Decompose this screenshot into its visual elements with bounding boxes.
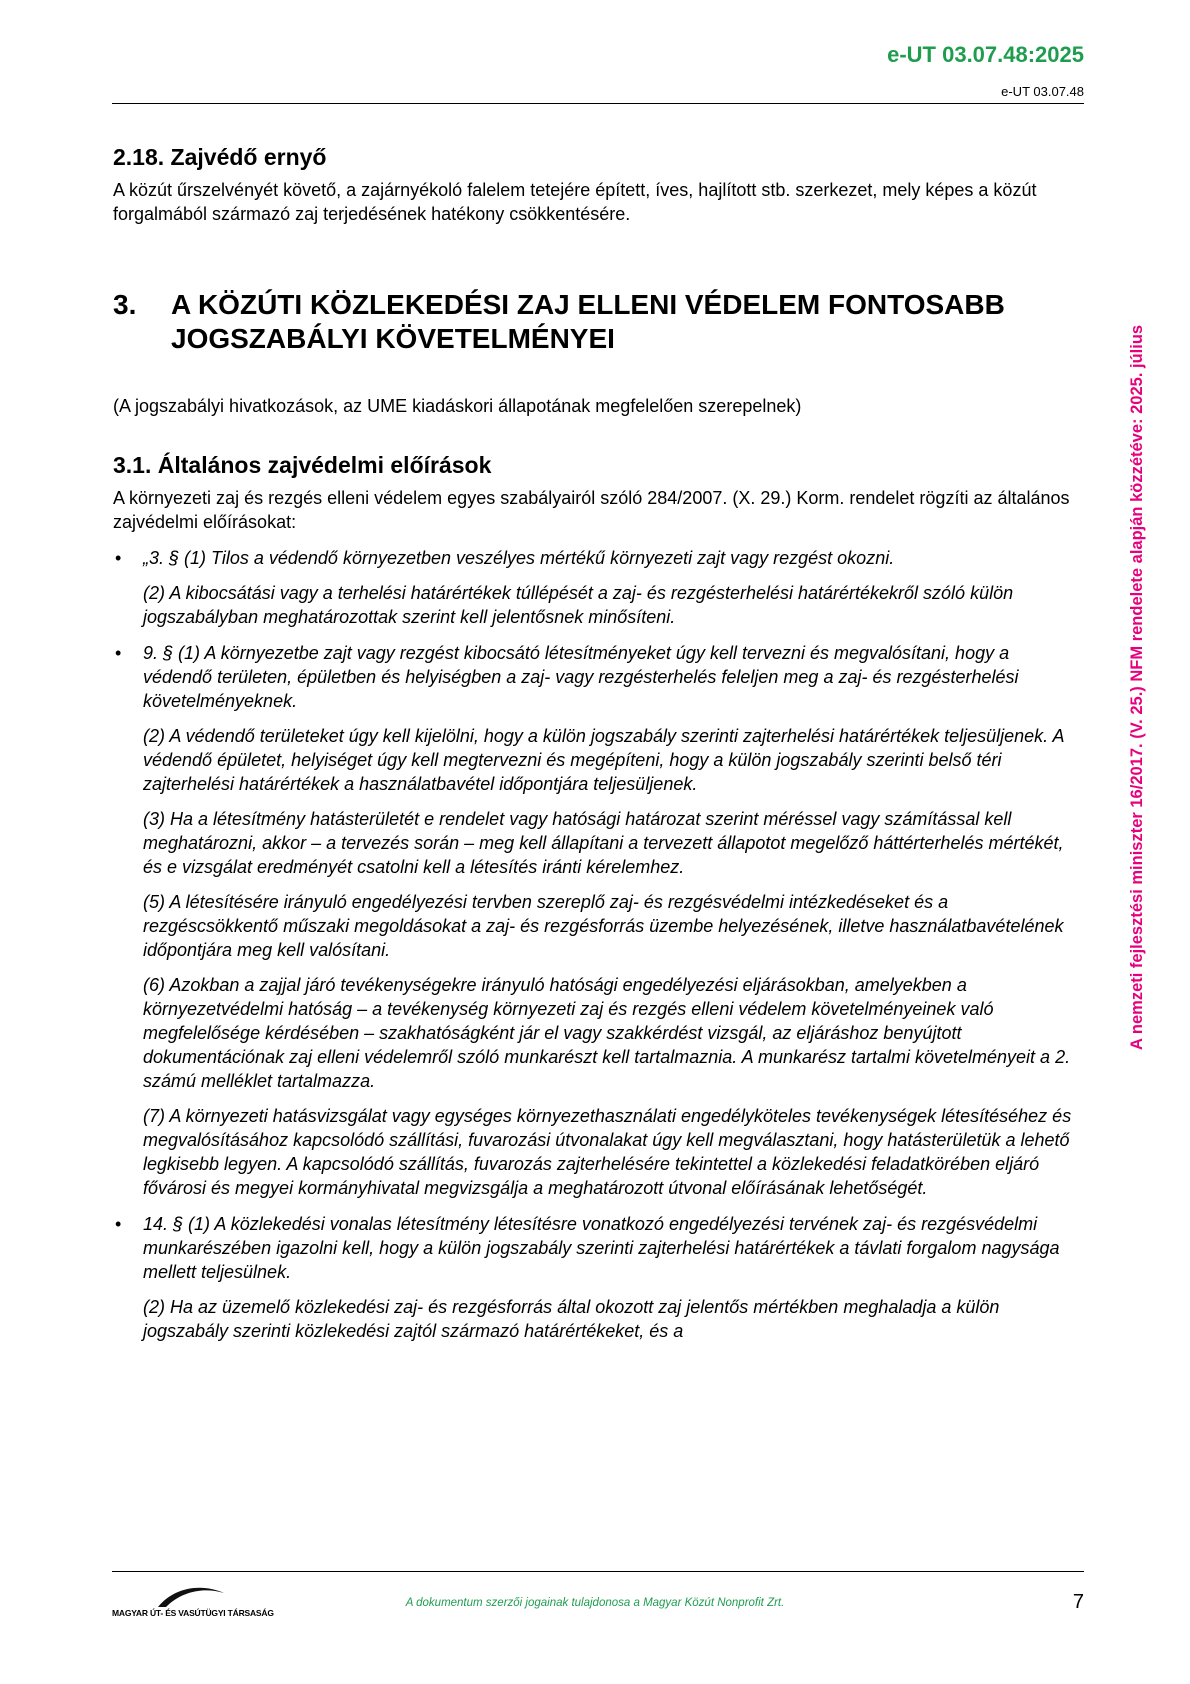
section-2-18-title: 2.18. Zajvédő ernyő xyxy=(113,144,327,170)
provision-paragraph: (2) Ha az üzemelő közlekedési zaj- és rezgésforrás által okozott zaj jelentős mértékben meghaladja a külön jogszabály szerinti közlekedési zajtól származó határértékeket, és a xyxy=(143,1297,1000,1341)
chapter-3-heading xyxy=(113,288,1083,356)
list-item xyxy=(113,641,1083,1200)
copyright-notice: A dokumentum szerzői jogainak tulajdonosa a Magyar Közút Nonprofit Zrt. xyxy=(405,1597,785,1609)
provision-paragraph: (7) A környezeti hatásvizsgálat vagy egységes környezethasználati engedélyköteles tevékenységek létesítéséhez és megvalósításához kapcsolódó szállítási, fuvarozási útvonalakat úgy kell megválasztani, hogy hatásterületük a lehető legkisebb legyen. A kapcsolódó szállítás, fuvarozás zajterhelésére tekintettel a közlekedési feladatkörében eljáró fővárosi és megyei kormányhivatal megvizsgálja a meghatározott útvonal előírásának lehetőségét. xyxy=(143,1106,1072,1198)
section-3-1-title: 3.1. Általános zajvédelmi előírások xyxy=(113,452,492,478)
list-item xyxy=(113,546,1083,629)
provision-paragraph: • 14. § (1) A közlekedési vonalas létesítmény létesítésre vonatkozó engedélyezési tervének zaj- és rezgésvédelmi munkarészében igazolni kell, hogy a külön jogszabály szerinti zajterhelési határértékek a távlati forgalom nagysága mellett teljesülnek. xyxy=(143,1214,1060,1282)
provision-paragraph: (3) Ha a létesítmény hatásterületét e rendelet vagy hatósági határozat szerint méréssel vagy számítással kell meghatározni, akkor – a tervezés során – meg kell állapítani a tervezett állapotot megelőző háttérterhelés mértékét, és e vizsgálat eredményét csatolni kell a létesítés iránti kérelemhez. xyxy=(143,809,1064,877)
provision-paragraph: • „3. § (1) Tilos a védendő környezetben veszélyes mértékű környezeti zajt vagy rezgést okozni. xyxy=(143,548,895,568)
page-content xyxy=(113,142,1083,1343)
provision-paragraph: (2) A védendő területeket úgy kell kijelölni, hogy a külön jogszabály szerinti zajterhelési határértékek teljesüljenek. A védendő épületet, helyiséget úgy kell megtervezni és megépíteni, hogy a külön jogszabály szerinti belső téri zajterhelési határértékek a használatbavétel időpontjára teljesüljenek. xyxy=(143,726,1064,794)
chapter-note: (A jogszabályi hivatkozások, az UME kiadáskori állapotának megfelelően szerepelnek) xyxy=(113,396,802,416)
section-3-1-intro: A környezeti zaj és rezgés elleni védelem egyes szabályairól szóló 284/2007. (X. 29.) Korm. rendelet rögzíti az általános zajvédelmi előírásokat: xyxy=(113,488,1070,532)
provision-paragraph: (5) A létesítésére irányuló engedélyezési tervben szereplő zaj- és rezgésvédelmi intézkedéseket és a rezgéscsökkentő műszaki megoldásokat a zaj- és rezgésforrás üzembe helyezésének, illetve használatbavételének időpontjára meg kell valósítani. xyxy=(143,892,1064,960)
provision-paragraph: (2) A kibocsátási vagy a terhelési határértékek túllépését a zaj- és rezgésterhelési határértékekről szóló külön jogszabályban meghatározottak szerint kell jelentősnek minősíteni. xyxy=(143,583,1014,627)
page-number: 7 xyxy=(1072,1591,1084,1613)
provision-paragraph: • 9. § (1) A környezetbe zajt vagy rezgést kibocsátó létesítményeket úgy kell tervezni és megvalósítani, hogy a védendő területen, épületben és helyiségben a zaj- vagy rezgésterhelés feleljen meg a zaj- és rezgésterhelési követelményeknek. xyxy=(143,643,1019,711)
chapter-number: 3. xyxy=(113,289,137,320)
section-2-18-body: A közút űrszelvényét követő, a zajárnyékoló falelem tetejére épített, íves, hajlított stb. szerkezet, mely képes a közút forgalmából származó zaj terjedésének hatékony csökkentésére. xyxy=(113,180,1037,224)
side-publication-note: A nemzeti fejlesztési miniszter 16/2017. (V. 25.) NFM rendelete alapján közzétéve: 2025. július xyxy=(1128,324,1146,1050)
header-divider xyxy=(112,103,1084,104)
quoted-provisions-list xyxy=(113,546,1083,1343)
logo-text: MAGYAR ÚT- ÉS VASÚTÜGYI TÁRSASÁG xyxy=(112,1608,274,1618)
list-item xyxy=(113,1212,1083,1343)
document-code: e-UT 03.07.48:2025 xyxy=(887,42,1084,67)
provision-paragraph: (6) Azokban a zajjal járó tevékenységekre irányuló hatósági engedélyezési eljárásokban, amelyekben a környezetvédelmi hatóság – a tevékenység környezeti zaj és rezgés elleni védelem követelményeinek való megfelelősége kérdésében – szakhatóságként jár el vagy szakkérdést vizsgál, az eljáráshoz benyújtott dokumentációnak zaj elleni védelemről szóló munkarészt kell tartalmaznia. A munkarész tartalmi követelményeit a 2. számú melléklet tartalmazza. xyxy=(143,975,1071,1091)
chapter-title: A KÖZÚTI KÖZLEKEDÉSI ZAJ ELLENI VÉDELEM FONTOSABB JOGSZABÁLYI KÖVETELMÉNYEI xyxy=(171,289,1005,354)
document-subcode: e-UT 03.07.48 xyxy=(1001,84,1084,99)
footer-divider xyxy=(112,1571,1084,1572)
